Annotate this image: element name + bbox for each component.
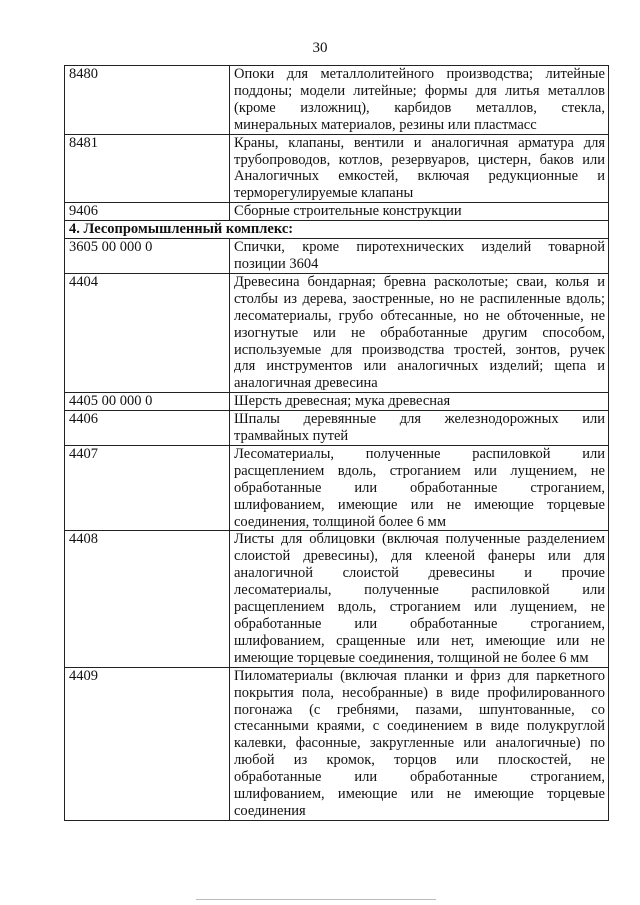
- description-line: имеющие торцевые соединения, толщиной не более 6 мм: [234, 649, 589, 666]
- page-number: 30: [312, 40, 328, 56]
- table-row: [65, 66, 609, 135]
- tariff-code-table: [64, 65, 609, 821]
- goods-description: [230, 203, 609, 221]
- description-line: лесоматериалы, полученные распиловкой или: [234, 582, 605, 599]
- goods-description: [230, 411, 609, 446]
- description-line: (кроме изложниц), карбидов металлов, стекла,: [234, 99, 605, 116]
- description-line: Краны, клапаны, вентили и аналогичная арматура для: [234, 134, 605, 151]
- description-line: обработанные или обработанные строганием,: [234, 616, 605, 632]
- description-line: Аналогичных емкостей, включая редукционные и: [234, 168, 605, 185]
- tn-ved-code: 4407: [65, 445, 230, 531]
- table-row: [65, 203, 609, 221]
- description-line: покрытия пола, несобранные) в виде профилированного: [234, 684, 605, 701]
- description-line: Древесина бондарная; бревна расколотые; сваи, колья и: [234, 273, 605, 290]
- table-row: [65, 667, 609, 820]
- description-line: изогнутые или не обработанные другим способом,: [234, 324, 605, 341]
- description-line: Лесоматериалы, полученные распиловкой или: [234, 445, 605, 462]
- tn-ved-code: 4405 00 000 0: [65, 393, 230, 411]
- description-line: Сборные строительные конструкции: [234, 203, 462, 220]
- tn-ved-code: 8481: [65, 134, 230, 203]
- description-line: позиции 3604: [234, 255, 319, 272]
- description-line: обработанные или обработанные строганием,: [234, 479, 605, 496]
- table-row: [65, 445, 609, 531]
- description-line: Спички, кроме пиротехнических изделий товарной: [234, 239, 605, 256]
- description-line: расщеплением вдоль, строганием или лущением, не: [234, 462, 605, 479]
- goods-description: [230, 134, 609, 203]
- table-row: [65, 273, 609, 392]
- description-line: стесанными краями, с соединением в виде полукруглой: [234, 718, 605, 735]
- description-line: поддоны; модели литейные; формы для литья металлов: [234, 82, 605, 99]
- tn-ved-code: 4406: [65, 411, 230, 446]
- table-row: [65, 411, 609, 446]
- tn-ved-code: 4408: [65, 531, 230, 667]
- scan-edge-line: [196, 899, 436, 900]
- tn-ved-code: 8480: [65, 66, 230, 135]
- description-line: шлифованием, сращенные или нет, имеющие или не: [234, 632, 605, 649]
- description-line: Листы для облицовки (включая полученные разделением: [234, 531, 605, 548]
- table-row: [65, 393, 609, 411]
- goods-description: [230, 667, 609, 820]
- goods-description: [230, 239, 609, 274]
- description-line: соединения: [234, 802, 306, 819]
- description-line: соединения, толщиной более 6 мм: [234, 513, 447, 530]
- description-line: погонажа (с гребнями, пазами, шпунтованные, со: [234, 701, 605, 718]
- goods-description: [230, 393, 609, 411]
- description-line: расщеплением вдоль, строганием или лущением, не: [234, 599, 605, 616]
- tn-ved-code: 3605 00 000 0: [65, 239, 230, 274]
- goods-description: [230, 66, 609, 135]
- description-line: минеральных материалов, резины или пластмасс: [234, 116, 537, 133]
- table-row: [65, 134, 609, 203]
- description-line: столбы из дерева, заостренные, но не распиленные вдоль;: [234, 290, 605, 307]
- description-line: трубопроводов, котлов, резервуаров, цистерн, баков или: [234, 151, 605, 168]
- description-line: обработанные или обработанные строганием,: [234, 769, 605, 786]
- description-line: аналогичной слоистой древесины и прочие: [234, 565, 605, 582]
- description-line: Пиломатериалы (включая планки и фриз для паркетного: [234, 667, 605, 684]
- section-title: 4. Лесопромышленный комплекс:: [65, 221, 609, 239]
- description-line: слоистой древесины), для клееной фанеры или для: [234, 548, 605, 565]
- goods-description: [230, 445, 609, 531]
- description-line: аналогичная древесина: [234, 375, 378, 392]
- description-line: калевки, фасонные, закругленные или аналогичные) по: [234, 735, 605, 752]
- goods-description: [230, 273, 609, 392]
- table-row: [65, 239, 609, 274]
- description-line: трамвайных путей: [234, 428, 349, 445]
- description-line: терморегулируемые клапаны: [234, 185, 414, 202]
- tn-ved-code: 4409: [65, 667, 230, 820]
- description-line: шлифованием, имеющие или не имеющие торцевые: [234, 786, 605, 803]
- table-row: [65, 531, 609, 667]
- description-line: любой из кромок, торцов или плоскостей, не: [234, 752, 605, 769]
- description-line: Шпалы деревянные для железнодорожных или: [234, 411, 605, 428]
- description-line: шлифованием, имеющие или не имеющие торцевые: [234, 496, 605, 513]
- description-line: используемые для производства тростей, зонтов, ручек: [234, 341, 605, 358]
- description-line: Опоки для металлолитейного производства; литейные: [234, 66, 605, 82]
- description-line: Шерсть древесная; мука древесная: [234, 393, 451, 410]
- description-line: для инструментов или аналогичных изделий; щепа и: [234, 358, 605, 375]
- tn-ved-code: 9406: [65, 203, 230, 221]
- table-body: [65, 66, 609, 821]
- description-line: лесоматериалы, грубо обтесанные, но не обточенные, не: [234, 307, 605, 324]
- goods-description: [230, 531, 609, 667]
- section-header-row: [65, 221, 609, 239]
- tn-ved-code: 4404: [65, 273, 230, 392]
